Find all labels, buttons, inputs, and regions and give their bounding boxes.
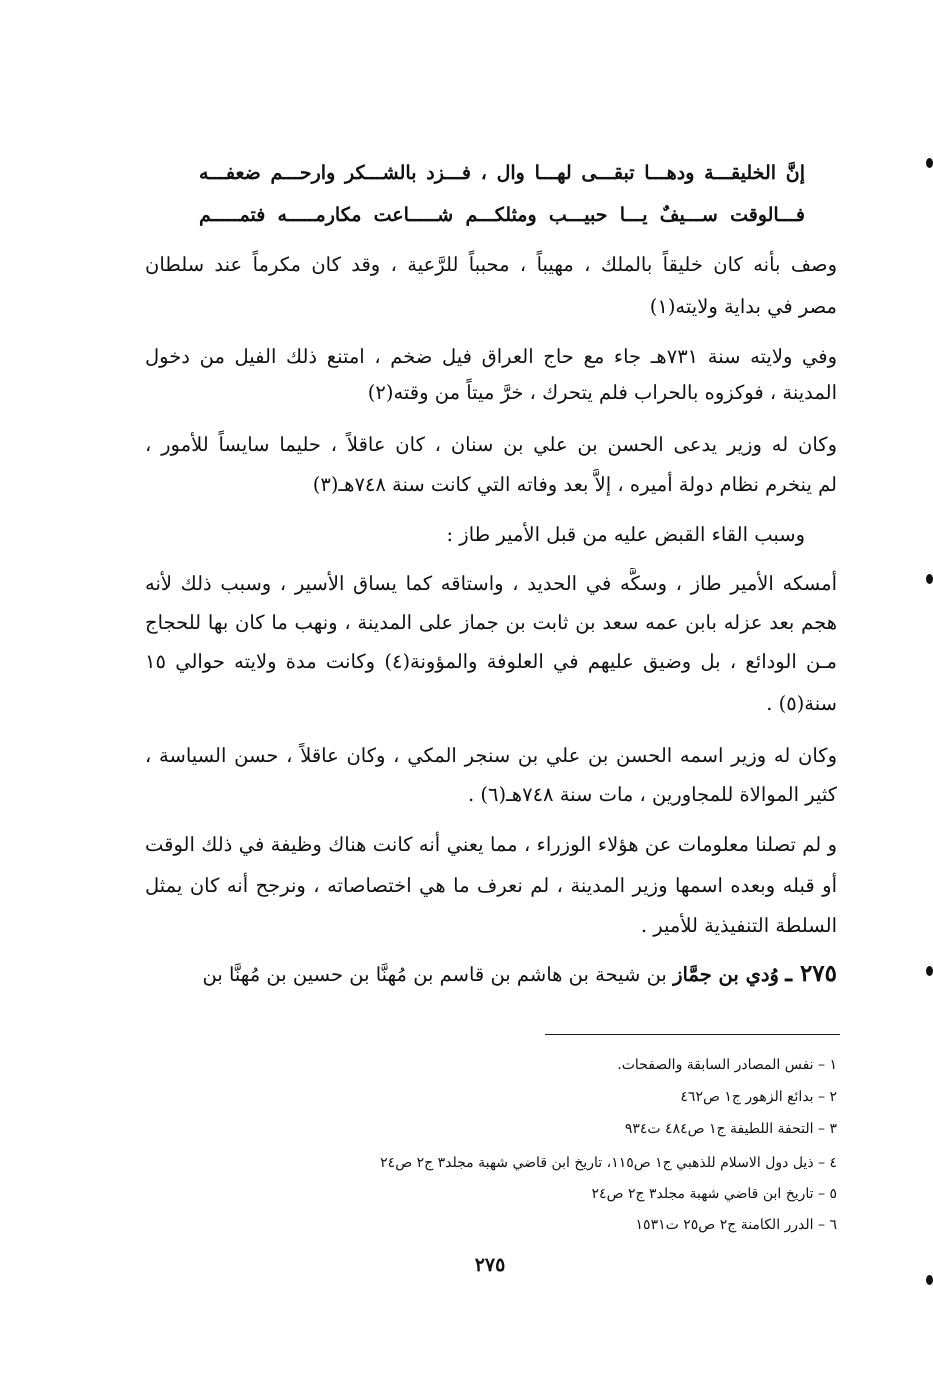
margin-mark-3 xyxy=(926,966,933,976)
footnote-3: ٣ – التحفة اللطيفة ج١ ص٤٨٤ ت٩٣٤ xyxy=(624,1121,837,1137)
paragraph-5-line-3: مـن الودائع ، بل وضيق عليهم في العلوفة والمؤونة(٤) وكانت مدة ولايته حوالي ١٥ xyxy=(145,650,837,673)
margin-mark-1 xyxy=(926,158,933,168)
footnote-4: ٤ – ذيل دول الاسلام للذهبي ج١ ص١١٥، تاريخ ابن قاضي شهبة مجلد٣ ج٢ ص٢٤ xyxy=(380,1155,837,1171)
footnote-6: ٦ – الدرر الكامنة ج٢ ص٢٥ ت١٥٣١ xyxy=(635,1217,837,1233)
paragraph-2-line-2: المدينة ، فوكزوه بالحراب فلم يتحرك ، خرَّ ميتاً من وقته(٢) xyxy=(367,381,837,404)
paragraph-6-line-2: كثير الموالاة للمجاورين ، مات سنة ٧٤٨هـ(٦) . xyxy=(467,783,837,806)
paragraph-7-line-3: السلطة التنفيذية للأمير . xyxy=(640,914,837,937)
footnote-1: ١ – نفس المصادر السابقة والصفحات. xyxy=(617,1057,837,1073)
paragraph-1-line-2: مصر في بداية ولايته(١) xyxy=(649,295,837,318)
paragraph-2-line-1: وفي ولايته سنة ٧٣١هـ جاء مع حاج العراق فيل ضخم ، امتنع ذلك الفيل من دخول xyxy=(145,345,837,368)
footnote-2: ٢ – بدائع الزهور ج١ ص٤٦٢ xyxy=(680,1089,837,1105)
paragraph-3-line-2: لم ينخرم نظام دولة أميره ، إلاَّ بعد وفاته التي كانت سنة ٧٤٨هـ(٣) xyxy=(312,473,837,496)
margin-mark-2 xyxy=(926,574,933,584)
paragraph-4-line-1: وسبب القاء القبض عليه من قبل الأمير طاز : xyxy=(446,523,805,546)
entry-number: ٢٧٥ ـ xyxy=(785,960,837,987)
page-number: ٢٧٥ xyxy=(474,1254,506,1276)
paragraph-7-line-1: و لم تصلنا معلومات عن هؤلاء الوزراء ، مما يعني أنه كانت هناك وظيفة في ذلك الوقت xyxy=(145,833,837,856)
entry-name: وُدي بن جمَّاز xyxy=(673,963,779,986)
paragraph-5-line-2: هجم بعد عزله بابن عمه سعد بن ثابت بن جماز على المدينة ، ونهب ما كان بها للحجاج xyxy=(145,611,837,634)
paragraph-5-line-1: أمسكه الأمير طاز ، وسكَّه في الحديد ، واستاقه كما يساق الأسير ، وسبب ذلك لأنه xyxy=(145,572,837,595)
footnote-separator xyxy=(545,1034,840,1035)
margin-mark-4 xyxy=(926,1275,933,1285)
entry-heading xyxy=(145,956,837,993)
paragraph-7-line-2: أو قبله وبعده اسمها وزير المدينة ، لم نعرف ما هي اختصاصاته ، ونرجح أنه كان يمثل xyxy=(145,874,837,897)
paragraph-6-line-1: وكان له وزير اسمه الحسن بن علي بن سنجر المكي ، وكان عاقلاً ، حسن السياسة ، xyxy=(145,744,837,767)
paragraph-5-line-4: سنة(٥) . xyxy=(766,692,837,715)
footnote-5: ٥ – تاريخ ابن قاضي شهبة مجلد٣ ج٢ ص٢٤ xyxy=(591,1186,837,1202)
poem-line-1: إنَّ الخليقـــة ودهـــا تبقـــى لهـــا وال ، فـــزد بالشـــكر وارحـــم ضعفـــه xyxy=(199,162,805,184)
paragraph-1-line-1: وصف بأنه كان خليقاً بالملك ، مهيباً ، محبباً للرَّعية ، وقد كان مكرماً عند سلطان xyxy=(145,253,837,276)
poem-line-2: فـــالوقت ســـيفٌ يـــا حبيـــب ومثلكـــم شـــــاعت مكارمـــــه فتمـــــم xyxy=(199,204,805,226)
entry-lineage: بن شيحة بن هاشم بن قاسم بن مُهنَّا بن حسين بن مُهنَّا بن xyxy=(202,963,667,986)
paragraph-3-line-1: وكان له وزير يدعى الحسن بن علي بن سنان ، كان عاقلاً ، حليما سايساً للأمور ، xyxy=(145,433,837,456)
